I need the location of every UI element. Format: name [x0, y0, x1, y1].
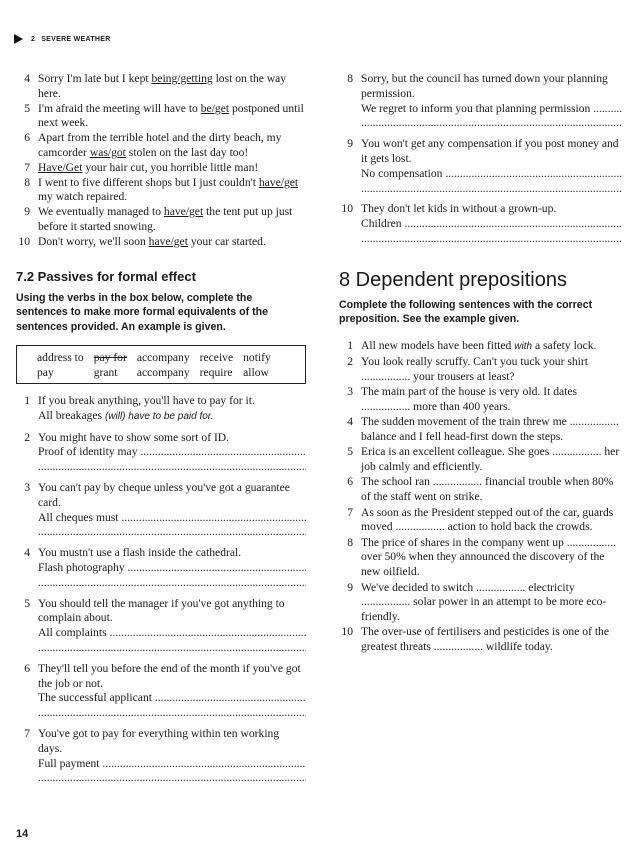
answer-start: All complaints [38, 626, 107, 640]
answer-start: Proof of identity may [38, 445, 138, 459]
answer-line [38, 691, 306, 706]
item-text: The sudden movement of the train threw me ................. balance and I fell head-first down the steps. [361, 415, 619, 444]
exercise-7-1-items [16, 72, 306, 250]
answer-start: No compensation [361, 166, 443, 180]
item-text: your hair cut, you horrible little man! [82, 160, 259, 174]
item-number: 7 [24, 727, 30, 740]
item-text: Sorry I'm late but I kept [38, 72, 152, 85]
blank-answer-line [38, 641, 306, 656]
item-number: 2 [347, 355, 353, 369]
exercise-item [339, 137, 622, 196]
item-number: 1 [24, 394, 30, 408]
item-text: We've decided to switch ................. electricity ................. solar power in an attempt to be more eco-friendly. [361, 580, 607, 624]
exercise-item [16, 727, 306, 786]
question-text: They don't let kids in without a grown-up. [361, 202, 557, 216]
section-7-2-instruction: Using the verbs in the box below, complete the sentences to make more formal equivalents of the sentences provided. An example is given. [16, 291, 268, 333]
answer-start: All cheques must [38, 510, 119, 524]
section-7-2-title: 7.2 Passives for formal effect [16, 268, 196, 284]
section-8-instruction: Complete the following sentences with the correct preposition. See the example given. [339, 298, 593, 326]
item-text: The main part of the house is very old. It dates ................. more than 400 years. [361, 385, 578, 413]
question-text: You've got to pay for everything within ten working days. [38, 727, 280, 755]
item-number: 3 [347, 385, 353, 399]
underlined-choice: being/getting [151, 72, 213, 85]
verb-cell: pay [37, 366, 54, 380]
blank-answer-line [361, 116, 622, 131]
exercise-7-2-items-continued [339, 72, 622, 247]
underlined-choice: be/get [200, 101, 230, 115]
page-number: 14 [16, 828, 29, 840]
item-text: I'm afraid the meeting will have to [38, 101, 201, 115]
list-item [16, 131, 306, 161]
verb-cell: address to [37, 351, 84, 365]
item-number: 7 [24, 160, 30, 174]
exercise-7-2-items [16, 394, 306, 786]
answer-line [361, 167, 622, 182]
blank-answer-line [38, 576, 306, 591]
blank-answer-line [38, 525, 306, 540]
item-number: 6 [24, 131, 30, 145]
item-number: 2 [24, 430, 30, 444]
item-text: We eventually managed to [38, 205, 164, 219]
list-item [16, 176, 306, 206]
item-text: As soon as the President stepped out of the car, guards moved ................. action to hold back the crowds. [361, 505, 614, 534]
exercise-item [16, 597, 306, 656]
item-text: You look really scruffy. Can't you tuck your shirt ................. your trousers at least? [361, 355, 588, 383]
verb-cell: require [199, 366, 233, 380]
item-number: 10 [341, 625, 353, 639]
item-text: a safety lock. [532, 338, 597, 352]
underlined-choice: was/got [89, 145, 126, 159]
list-item [339, 385, 622, 415]
question-text: You won't get any compensation if you post money and it gets lost. [361, 137, 619, 165]
verb-cell: pay for [93, 351, 127, 365]
list-item [16, 235, 306, 250]
item-text: Apart from the terrible hotel and the dirty beach, my camcorder [38, 131, 282, 159]
blank-answer-line [361, 182, 622, 197]
chapter-title: SEVERE WEATHER [41, 35, 111, 43]
item-number: 10 [341, 202, 353, 216]
blank-answer-line [38, 706, 306, 721]
verb-cell: accompany [136, 351, 190, 365]
item-number: 7 [347, 505, 353, 519]
item-text: All new models have been fitted [361, 338, 515, 352]
item-number: 6 [24, 661, 30, 675]
exercise-item [16, 546, 306, 590]
item-number: 4 [24, 546, 30, 560]
answer-start: We regret to inform you that planning permission [361, 101, 591, 115]
verb-box [16, 345, 306, 384]
item-text: Don't worry, we'll soon [38, 234, 149, 248]
verb-row [37, 365, 281, 380]
item-number: 8 [347, 535, 353, 549]
item-number: 8 [347, 72, 353, 85]
verb-row [37, 350, 281, 365]
answer-start: Children [361, 217, 402, 231]
underlined-choice: have/get [163, 205, 204, 219]
list-item [339, 445, 622, 475]
item-number: 8 [24, 175, 30, 189]
answer-line [361, 217, 622, 232]
list-item [339, 475, 622, 505]
item-text: The over-use of fertilisers and pesticides is one of the greatest threats ................. wildlife today. [361, 625, 609, 654]
answer-line [38, 757, 306, 772]
question-text: You might have to show some sort of ID. [38, 430, 230, 444]
item-text: the tent put up just before it started snowing. [38, 205, 293, 233]
list-item [16, 72, 306, 102]
item-text: lost on the way here. [38, 72, 287, 100]
list-item [16, 205, 306, 235]
example-answer: (will) have to be paid for. [104, 410, 214, 422]
item-text: stolen on the last day too! [125, 145, 249, 159]
list-item [339, 506, 622, 536]
item-text: Erica is an excellent colleague. She goes ................. her job calmly and efficiently. [361, 445, 620, 474]
item-text: The price of shares in the company went up ................. over 50% when they announced the discovery of the new oilfield. [361, 535, 616, 579]
list-item [16, 161, 306, 176]
item-number: 5 [347, 445, 353, 459]
answer-start: The successful applicant [38, 691, 152, 705]
verb-cell: grant [93, 366, 118, 380]
blank-answer-line [361, 232, 622, 247]
verb-cell: notify [243, 351, 271, 365]
question-text: If you break anything, you'll have to pay for it. [38, 394, 255, 408]
list-item [339, 581, 622, 625]
exercise-item [339, 72, 622, 131]
item-number: 5 [24, 101, 30, 115]
answer-start: All breakages [38, 408, 103, 422]
underlined-choice: Have/Get [38, 160, 83, 174]
item-number: 4 [347, 415, 353, 429]
answer-start: Full payment [38, 756, 100, 770]
item-number: 6 [347, 475, 353, 489]
question-text: They'll tell you before the end of the month if you've got the job or not. [38, 661, 301, 690]
list-item [339, 625, 622, 655]
item-text: my watch repaired. [38, 190, 128, 204]
list-item [16, 102, 306, 132]
answer-start: Flash photography [38, 561, 125, 575]
play-triangle-icon [14, 34, 23, 44]
item-number: 10 [18, 234, 30, 248]
item-number: 5 [24, 596, 30, 610]
item-number: 3 [24, 481, 30, 495]
answer-line [361, 102, 622, 117]
chapter-number: 2 [31, 35, 36, 43]
item-text: postponed until next week. [38, 101, 304, 130]
blank-answer-line [38, 771, 306, 786]
answer-line [38, 511, 306, 526]
question-text: You mustn't use a flash inside the cathedral. [38, 546, 242, 560]
question-text: Sorry, but the council has turned down your planning permission. [361, 72, 608, 100]
item-number: 9 [347, 580, 353, 594]
answer-line [38, 445, 306, 460]
question-text: You should tell the manager if you've got anything to complain about. [38, 596, 285, 625]
answer-line [38, 561, 306, 576]
item-number: 1 [347, 338, 353, 352]
example-answer: with [514, 340, 533, 352]
section-8-title: 8 Dependent prepositions [339, 268, 567, 291]
exercise-item [16, 431, 306, 475]
answer-line [38, 626, 306, 641]
item-number: 9 [24, 205, 30, 219]
list-item [339, 339, 622, 355]
exercise-item [16, 662, 306, 721]
underlined-choice: have/get [258, 175, 299, 189]
item-text: The school ran ................. financial trouble when 80% of the staff went on strike. [361, 475, 614, 504]
verb-cell: allow [243, 366, 269, 380]
blank-answer-line [38, 460, 306, 475]
answer-line [38, 409, 306, 425]
right-column [339, 72, 622, 656]
item-number: 9 [347, 137, 353, 151]
item-text: I went to five different shops but I just couldn't [38, 175, 259, 189]
exercise-item [16, 394, 306, 425]
running-header [14, 34, 111, 44]
list-item [339, 355, 622, 385]
verb-table [37, 350, 281, 380]
verb-cell: accompany [136, 366, 190, 380]
question-text: You can't pay by cheque unless you've got a guarantee card. [38, 481, 290, 509]
exercise-8-items [339, 339, 622, 655]
list-item [339, 415, 622, 445]
underlined-choice: have/get [148, 234, 188, 248]
item-number: 4 [24, 72, 30, 85]
list-item [339, 536, 622, 580]
item-text: your car started. [187, 234, 266, 248]
exercise-item [339, 202, 622, 246]
left-column [16, 72, 306, 792]
verb-cell: receive [199, 351, 234, 365]
exercise-item [16, 481, 306, 540]
